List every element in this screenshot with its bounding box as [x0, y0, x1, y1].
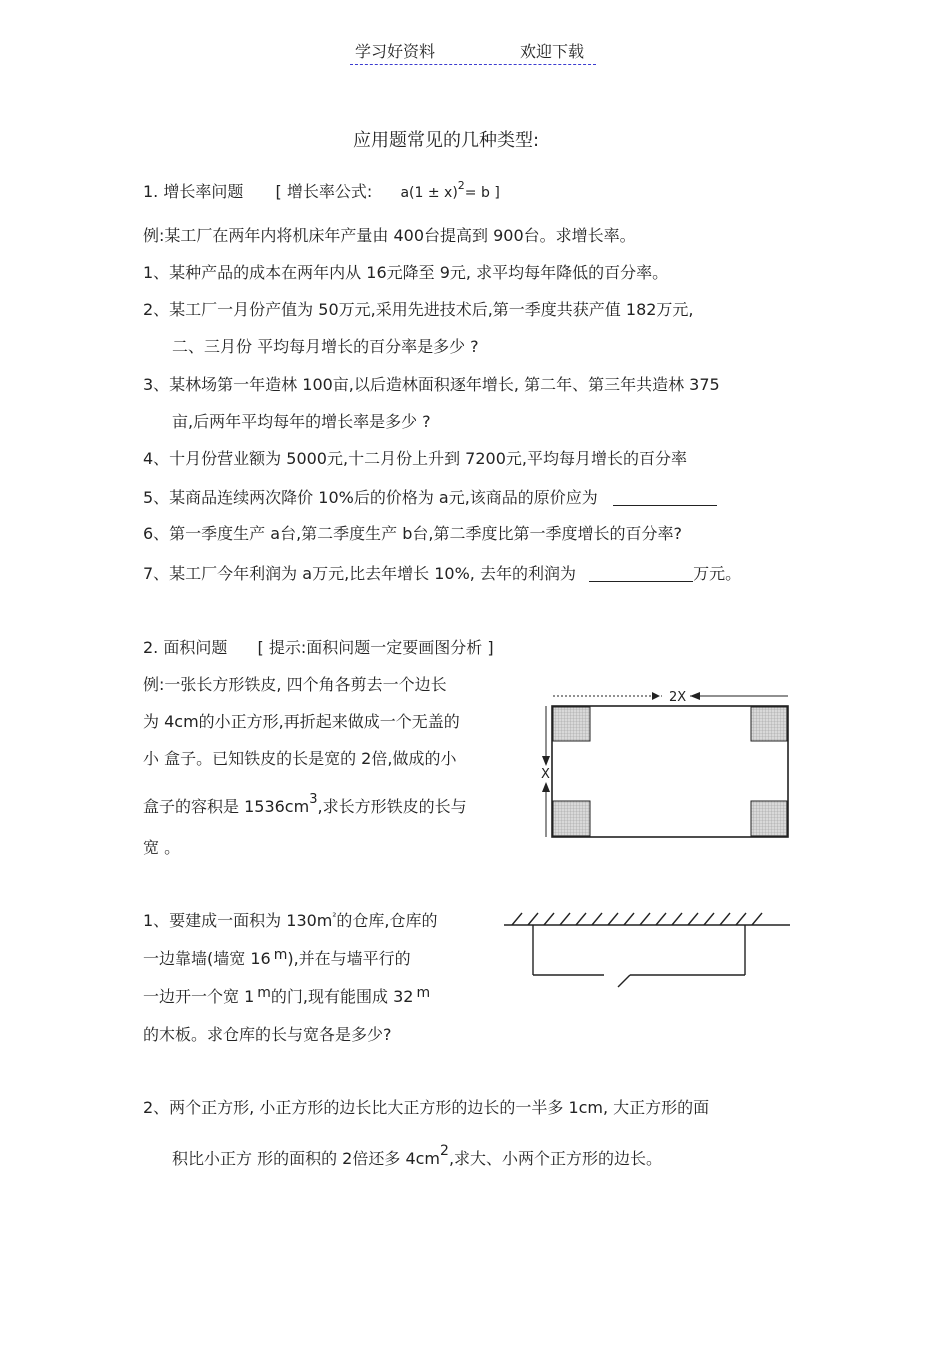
section1-item-5-text: 5、某商品连续两次降价 10%后的价格为 a元,该商品的原价应为 [143, 488, 598, 507]
formula-exponent: 2 [457, 179, 465, 192]
volume-text: 盒子的容积是 1536cm [143, 797, 310, 816]
section2-heading [143, 640, 494, 656]
section1-item-7-text: 7、某工厂今年利润为 a万元,比去年增长 10%, 去年的利润为 [143, 564, 576, 583]
corner-square-top-right [751, 707, 787, 741]
arrow-down-icon [542, 756, 550, 766]
corner-square-bottom-left [553, 801, 590, 836]
q1-text-c: 一边靠墙(墙宽 16 [143, 949, 271, 968]
volume-text-rest: ,求长方形铁皮的长与 [317, 797, 467, 816]
section2-example-line-4 [143, 792, 467, 816]
section1-item-2: 2、某工厂一月份产值为 50万元,采用先进技术后,第一季度共获产值 182万元, [143, 300, 694, 319]
arrow-up-icon [542, 782, 550, 792]
section1-item-7 [143, 565, 741, 582]
section2-hint: [ 提示:面积问题一定要画图分析 ] [257, 638, 494, 657]
q2-text-a: 积比小正方 形的面积的 2倍还多 4cm [172, 1149, 441, 1168]
section1-item-3-cont: 亩,后两年平均每年的增长率是多少 ? [172, 412, 431, 431]
section1-heading-text: 1. 增长率问题 [143, 182, 244, 201]
q1-text-f: 的门,现有能围成 32 [270, 987, 414, 1006]
q2-line-1: 2、两个正方形, 小正方形的边长比大正方形的边长的一半多 1cm, 大正方形的面 [143, 1098, 710, 1117]
q1-unit-m: m [273, 947, 288, 963]
section2-example-line-2: 为 4cm的小正方形,再折起来做成一个无盖的 [143, 712, 460, 731]
volume-exponent: 3 [309, 792, 318, 807]
q1-text-a: 1、要建成一面积为 130m [143, 911, 333, 930]
header-right-text: 欢迎下载 [520, 42, 585, 61]
q1-square-unit: ² [332, 912, 337, 923]
section1-example: 例:某工厂在两年内将机床年产量由 400台提高到 900台。求增长率。 [143, 226, 636, 245]
section2-example-line-1: 例:一张长方形铁皮, 四个角各剪去一个边长 [143, 675, 447, 694]
q1-unit-m: m [416, 985, 431, 1001]
section1-heading [143, 179, 500, 201]
sheet-diagram [540, 688, 800, 848]
section1-item-5 [143, 489, 717, 506]
height-label: X [541, 767, 550, 782]
section2-example-line-5: 宽 。 [143, 838, 181, 857]
section2-example-line-3: 小 盒子。已知铁皮的长是宽的 2倍,做成的小 [143, 749, 457, 768]
formula-base: a(1 ± x) [400, 185, 458, 201]
formula-hint-label: [ 增长率公式: [275, 182, 373, 201]
q1-line-1 [143, 913, 438, 929]
header-left-text: 学习好资料 [355, 42, 436, 61]
arrow-left-icon [690, 692, 700, 700]
header-divider [350, 64, 596, 65]
q1-unit-m: m [257, 985, 271, 1001]
section1-item-6: 6、第一季度生产 a台,第二季度生产 b台,第二季度比第一季度增长的百分率? [143, 524, 682, 543]
q1-line-4: 的木板。求仓库的长与宽各是多少? [143, 1025, 392, 1044]
q2-exponent: 2 [440, 1143, 449, 1159]
answer-blank [589, 565, 693, 582]
answer-blank [613, 489, 717, 506]
q1-line-3 [143, 985, 431, 1006]
section1-item-3: 3、某林场第一年造林 100亩,以后造林面积逐年增长, 第二年、第三年共造林 375 [143, 375, 720, 394]
door-leaf [618, 975, 630, 987]
q1-text-b: 的仓库,仓库的 [336, 911, 438, 930]
arrow-right-icon [652, 692, 660, 700]
warehouse-diagram [500, 905, 800, 995]
corner-square-bottom-right [751, 801, 787, 836]
page-title: 应用题常见的几种类型: [353, 130, 540, 151]
corner-square-top-left [553, 707, 590, 741]
section1-item-7-unit: 万元。 [693, 564, 742, 583]
wall-hatching [512, 913, 762, 925]
width-label: 2X [669, 690, 687, 705]
q1-line-2 [143, 947, 411, 968]
formula-rest: = b ] [464, 185, 500, 201]
section1-item-2-cont: 二、三月份 平均每月增长的百分率是多少 ? [172, 337, 479, 356]
q2-text-b: ,求大、小两个正方形的边长。 [448, 1149, 663, 1168]
section2-heading-text: 2. 面积问题 [143, 638, 228, 657]
q1-text-e: 一边开一个宽 1 [143, 987, 255, 1006]
section1-item-1: 1、某种产品的成本在两年内从 16元降至 9元, 求平均每年降低的百分率。 [143, 263, 669, 282]
section1-item-4: 4、十月份营业额为 5000元,十二月份上升到 7200元,平均每月增长的百分率 [143, 449, 687, 468]
q2-line-2 [172, 1143, 663, 1168]
q1-text-d: ),并在与墙平行的 [287, 949, 411, 968]
